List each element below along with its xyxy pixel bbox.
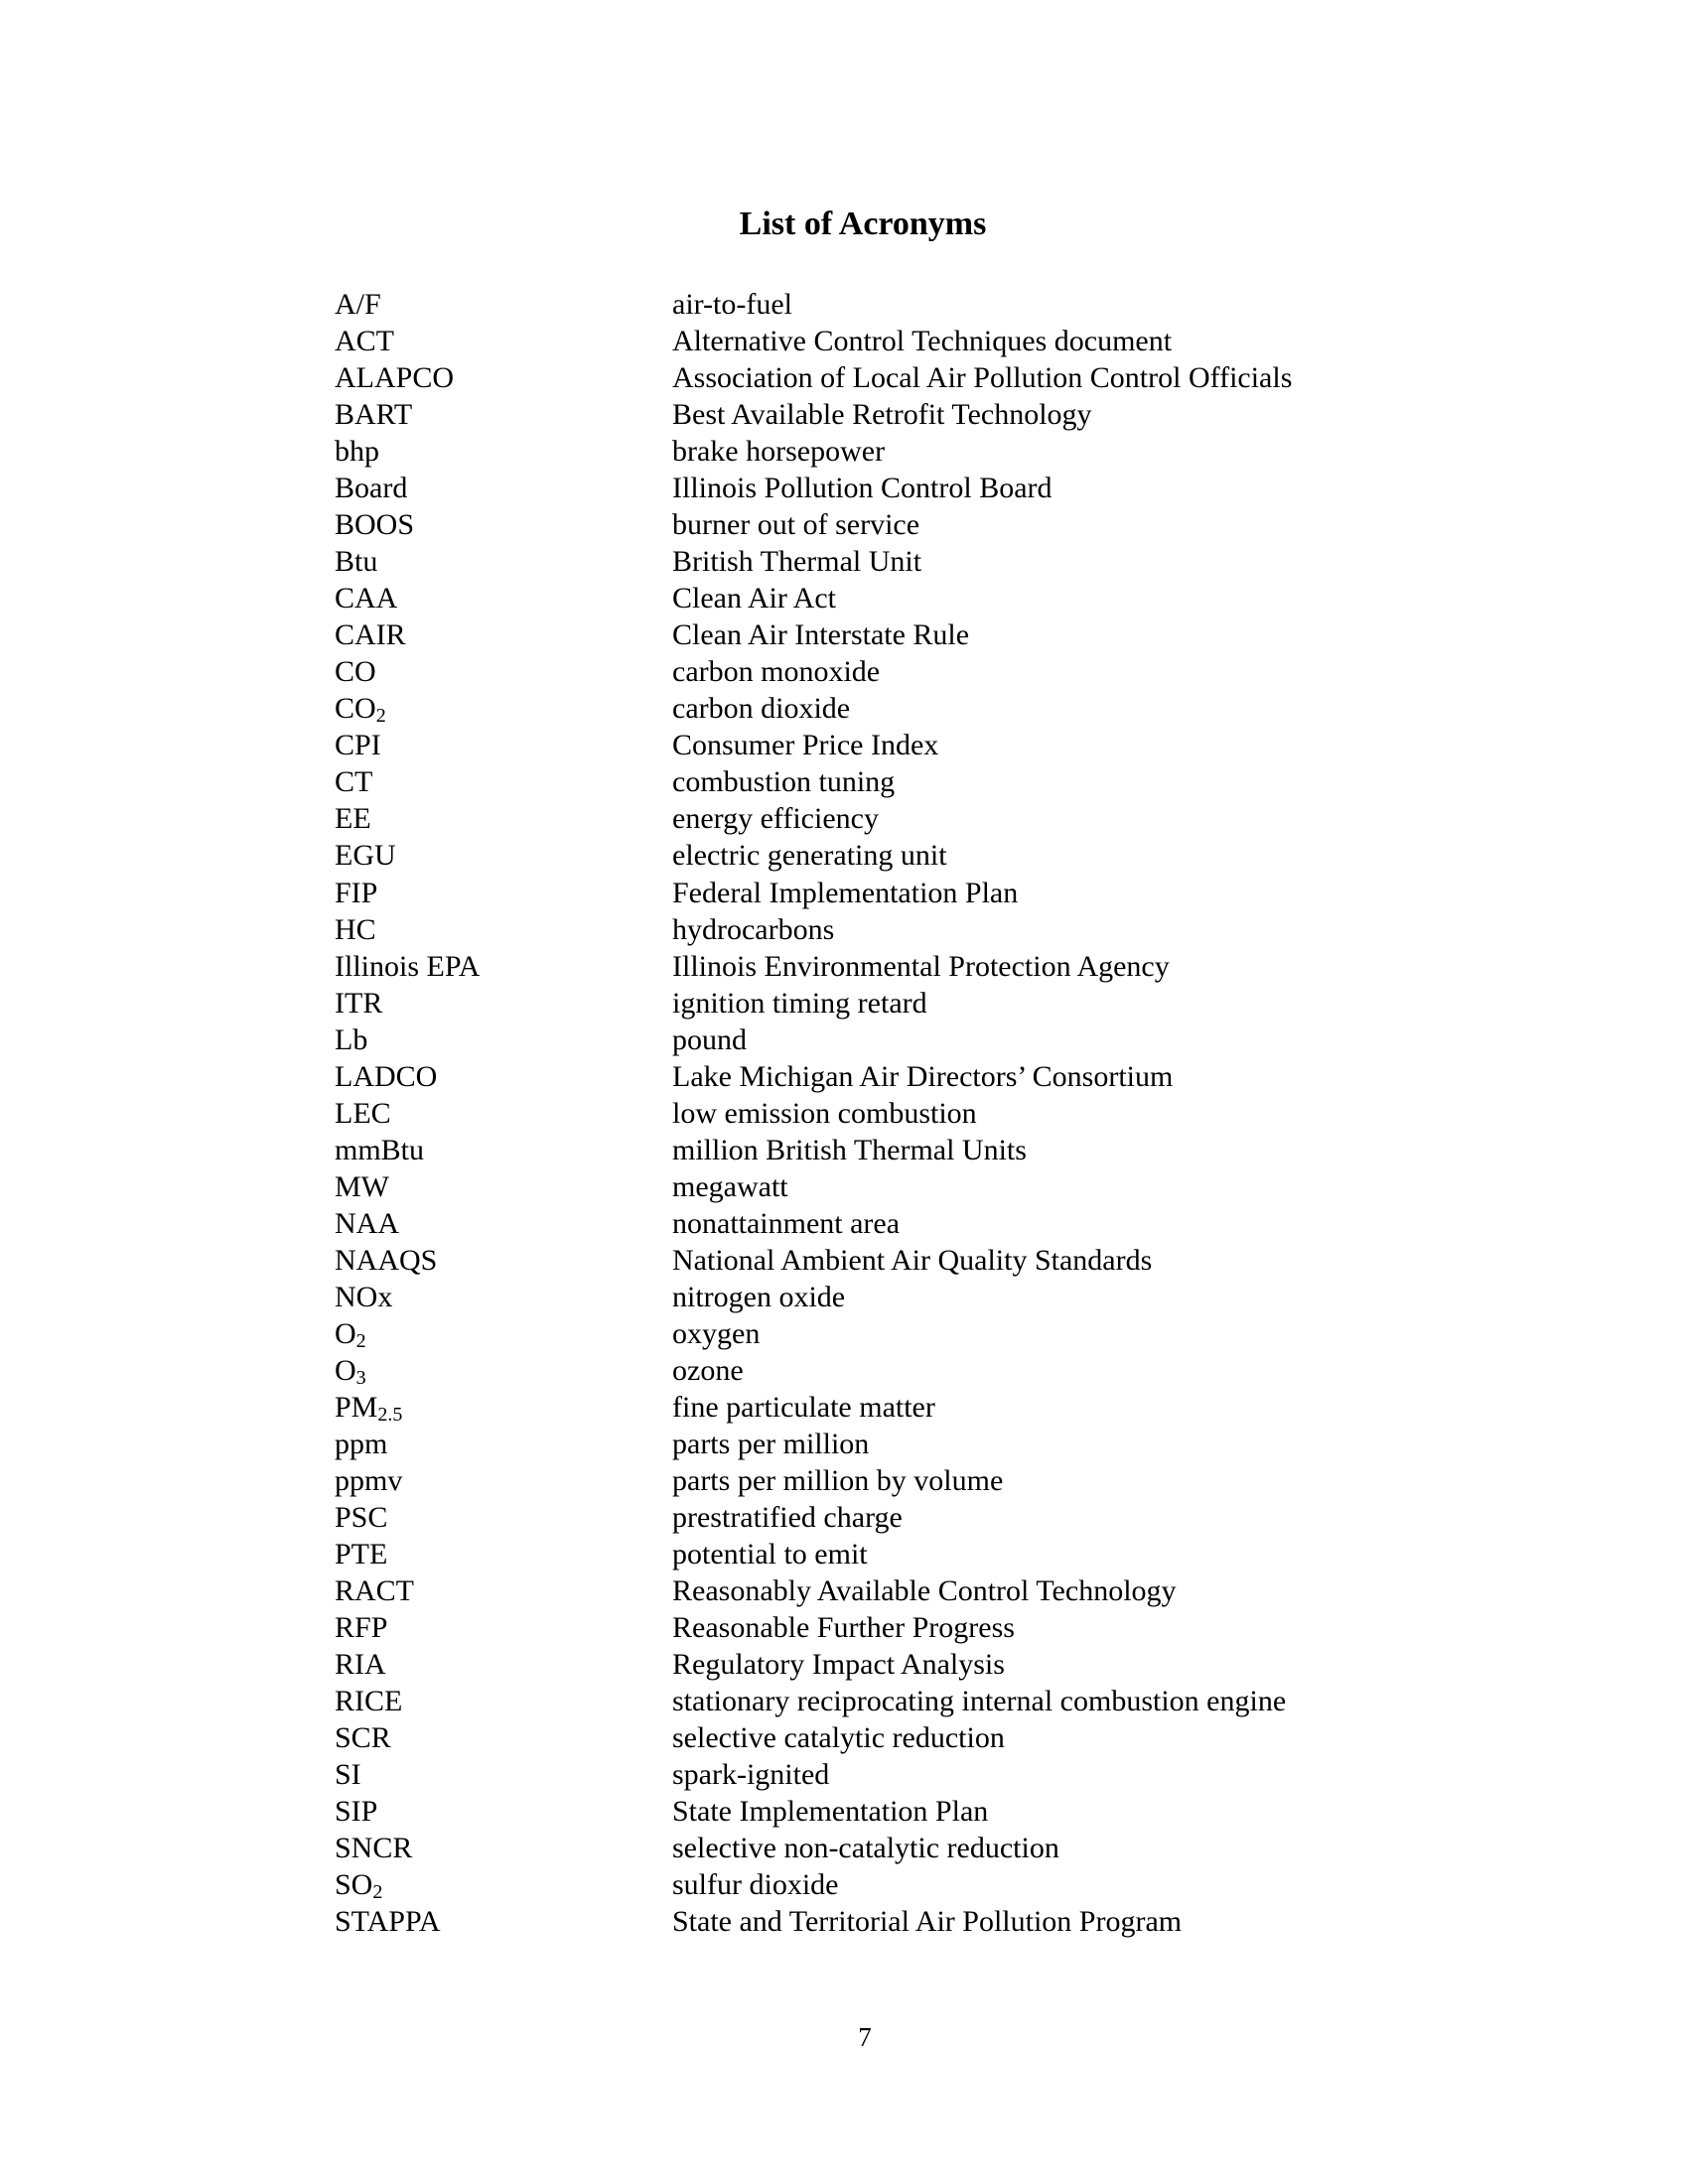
acronym-row bbox=[335, 1536, 1457, 1572]
acronym-term-text: RFP bbox=[335, 1611, 388, 1645]
acronym-definition: Illinois Pollution Control Board bbox=[672, 472, 1052, 505]
acronym-term bbox=[335, 1315, 672, 1352]
acronym-definition: ignition timing retard bbox=[672, 986, 927, 1020]
acronym-term bbox=[335, 653, 672, 690]
acronym-definition: State Implementation Plan bbox=[672, 1795, 989, 1829]
acronym-definition: nonattainment area bbox=[672, 1206, 901, 1240]
acronym-term-text: PSC bbox=[335, 1501, 388, 1535]
acronym-row bbox=[335, 727, 1457, 763]
acronym-term-text: mmBtu bbox=[335, 1133, 425, 1166]
acronym-term-text: A/F bbox=[335, 288, 381, 321]
acronym-term bbox=[335, 948, 672, 985]
acronym-term bbox=[335, 1903, 672, 1940]
acronym-term-subscript: 2.5 bbox=[377, 1403, 403, 1426]
acronym-definition: prestratified charge bbox=[672, 1501, 903, 1535]
acronym-term bbox=[335, 1499, 672, 1536]
acronym-row bbox=[335, 653, 1457, 690]
acronym-term bbox=[335, 837, 672, 874]
acronym-term-text: CPI bbox=[335, 729, 381, 762]
acronym-row bbox=[335, 1058, 1457, 1095]
acronym-term bbox=[335, 1205, 672, 1242]
acronym-term-text: ACT bbox=[335, 325, 394, 358]
acronym-definition: carbon monoxide bbox=[672, 655, 881, 689]
acronym-term bbox=[335, 1058, 672, 1095]
acronym-term-text: O bbox=[335, 1316, 356, 1350]
acronym-term bbox=[335, 1095, 672, 1132]
acronym-term bbox=[335, 1352, 672, 1389]
acronym-definition: selective catalytic reduction bbox=[672, 1721, 1005, 1755]
acronym-term-text: ppmv bbox=[335, 1464, 403, 1497]
acronym-term bbox=[335, 1866, 672, 1903]
acronym-definition: energy efficiency bbox=[672, 802, 879, 836]
acronym-term bbox=[335, 1572, 672, 1609]
acronym-definition: Clean Air Interstate Rule bbox=[672, 618, 970, 652]
acronym-term bbox=[335, 359, 672, 396]
acronym-term-text: Lb bbox=[335, 1023, 368, 1056]
acronym-definition: Consumer Price Index bbox=[672, 729, 939, 762]
acronym-term bbox=[335, 580, 672, 616]
acronym-row bbox=[335, 1793, 1457, 1830]
acronym-term-text: ITR bbox=[335, 986, 383, 1020]
acronym-definition: Clean Air Act bbox=[672, 582, 836, 615]
acronym-term-text: RACT bbox=[335, 1574, 415, 1608]
acronym-term-text: PTE bbox=[335, 1538, 388, 1571]
acronym-term-text: SO bbox=[335, 1868, 373, 1902]
acronym-row bbox=[335, 286, 1457, 323]
acronym-row bbox=[335, 396, 1457, 433]
acronym-definition: potential to emit bbox=[672, 1538, 868, 1571]
acronym-term bbox=[335, 800, 672, 837]
acronym-term bbox=[335, 1609, 672, 1646]
acronym-definition: State and Territorial Air Pollution Program bbox=[672, 1905, 1183, 1939]
acronym-row bbox=[335, 323, 1457, 359]
acronym-term bbox=[335, 1756, 672, 1793]
acronym-term-subscript: 2 bbox=[375, 705, 386, 728]
acronym-term-text: Btu bbox=[335, 545, 378, 579]
acronym-row bbox=[335, 800, 1457, 837]
acronym-row bbox=[335, 1022, 1457, 1058]
acronym-row bbox=[335, 1830, 1457, 1866]
acronym-term-text: O bbox=[335, 1353, 356, 1387]
acronym-definition: megawatt bbox=[672, 1169, 788, 1203]
acronym-row bbox=[335, 470, 1457, 506]
acronym-definition: fine particulate matter bbox=[672, 1390, 935, 1424]
acronym-row bbox=[335, 1095, 1457, 1132]
acronym-definition: brake horsepower bbox=[672, 435, 886, 469]
acronym-term-text: LEC bbox=[335, 1096, 391, 1130]
acronym-term-text: RICE bbox=[335, 1685, 403, 1718]
acronym-definition: parts per million bbox=[672, 1427, 870, 1460]
acronym-row bbox=[335, 763, 1457, 800]
acronym-row bbox=[335, 1683, 1457, 1719]
acronym-term-text: NAA bbox=[335, 1206, 399, 1240]
acronym-definition: Reasonably Available Control Technology bbox=[672, 1574, 1177, 1608]
acronym-term bbox=[335, 1719, 672, 1756]
acronym-term-text: HC bbox=[335, 912, 376, 946]
acronym-definition: Regulatory Impact Analysis bbox=[672, 1648, 1005, 1682]
acronym-term bbox=[335, 690, 672, 727]
acronym-term bbox=[335, 911, 672, 948]
acronym-term-text: NOx bbox=[335, 1280, 393, 1313]
acronym-definition: parts per million by volume bbox=[672, 1464, 1004, 1497]
acronym-term bbox=[335, 1132, 672, 1168]
acronym-term-text: ppm bbox=[335, 1427, 388, 1460]
acronym-definition: air-to-fuel bbox=[672, 288, 792, 321]
acronym-definition: British Thermal Unit bbox=[672, 545, 922, 579]
acronym-term bbox=[335, 1242, 672, 1279]
acronym-term bbox=[335, 1536, 672, 1572]
acronym-term-text: BART bbox=[335, 398, 413, 432]
acronym-term bbox=[335, 1168, 672, 1205]
acronym-row bbox=[335, 1499, 1457, 1536]
acronym-definition: National Ambient Air Quality Standards bbox=[672, 1243, 1153, 1277]
acronym-term-text: Illinois EPA bbox=[335, 949, 481, 983]
acronym-term bbox=[335, 875, 672, 911]
acronym-term-text: EE bbox=[335, 802, 371, 836]
acronym-row bbox=[335, 1352, 1457, 1389]
acronym-term bbox=[335, 286, 672, 323]
acronym-term bbox=[335, 1793, 672, 1830]
acronym-row bbox=[335, 616, 1457, 653]
acronym-row bbox=[335, 911, 1457, 948]
acronym-term bbox=[335, 616, 672, 653]
acronym-row bbox=[335, 1242, 1457, 1279]
acronym-term-text: FIP bbox=[335, 876, 378, 909]
acronym-definition: Reasonable Further Progress bbox=[672, 1611, 1015, 1645]
acronym-term-text: bhp bbox=[335, 435, 379, 469]
acronym-term bbox=[335, 396, 672, 433]
acronym-definition: electric generating unit bbox=[672, 839, 947, 873]
acronym-term bbox=[335, 1683, 672, 1719]
acronym-row bbox=[335, 543, 1457, 580]
acronym-definition: Lake Michigan Air Directors’ Consortium bbox=[672, 1059, 1174, 1093]
acronym-term bbox=[335, 1830, 672, 1866]
acronym-term-text: STAPPA bbox=[335, 1905, 441, 1939]
acronym-definition: spark-ignited bbox=[672, 1758, 830, 1792]
acronym-term bbox=[335, 1462, 672, 1499]
acronym-row bbox=[335, 1646, 1457, 1683]
acronym-term-text: CO bbox=[335, 692, 376, 726]
acronym-row bbox=[335, 580, 1457, 616]
acronym-row bbox=[335, 985, 1457, 1022]
acronym-term-text: CAA bbox=[335, 582, 398, 615]
acronym-list bbox=[335, 286, 1457, 1940]
acronym-row bbox=[335, 1756, 1457, 1793]
acronym-definition: low emission combustion bbox=[672, 1096, 977, 1130]
acronym-term bbox=[335, 1389, 672, 1426]
acronym-definition: nitrogen oxide bbox=[672, 1280, 846, 1313]
acronym-term-text: ALAPCO bbox=[335, 361, 455, 395]
acronym-row bbox=[335, 359, 1457, 396]
acronym-row bbox=[335, 1572, 1457, 1609]
acronym-definition: million British Thermal Units bbox=[672, 1133, 1027, 1166]
acronym-term-text: PM bbox=[335, 1390, 378, 1424]
acronym-term-text: LADCO bbox=[335, 1059, 438, 1093]
acronym-definition: selective non-catalytic reduction bbox=[672, 1832, 1059, 1865]
acronym-definition: stationary reciprocating internal combustion engine bbox=[672, 1685, 1287, 1718]
acronym-definition: Association of Local Air Pollution Control Officials bbox=[672, 361, 1293, 395]
acronym-definition: Alternative Control Techniques document bbox=[672, 325, 1173, 358]
acronym-definition: combustion tuning bbox=[672, 765, 896, 799]
acronym-term-text: CT bbox=[335, 765, 373, 799]
acronym-term bbox=[335, 323, 672, 359]
acronym-definition: oxygen bbox=[672, 1316, 761, 1350]
acronym-definition: hydrocarbons bbox=[672, 912, 835, 946]
acronym-row bbox=[335, 1279, 1457, 1315]
acronym-row bbox=[335, 1719, 1457, 1756]
acronym-row bbox=[335, 875, 1457, 911]
acronym-row bbox=[335, 1866, 1457, 1903]
acronym-term bbox=[335, 727, 672, 763]
acronym-term-text: RIA bbox=[335, 1648, 386, 1682]
acronym-row bbox=[335, 690, 1457, 727]
acronym-row bbox=[335, 1462, 1457, 1499]
acronym-row bbox=[335, 506, 1457, 543]
acronym-definition: Federal Implementation Plan bbox=[672, 876, 1019, 909]
acronym-term-subscript: 3 bbox=[355, 1366, 366, 1389]
acronym-term-subscript: 2 bbox=[355, 1329, 366, 1352]
acronym-term bbox=[335, 985, 672, 1022]
acronym-term bbox=[335, 470, 672, 506]
acronym-term bbox=[335, 1426, 672, 1462]
acronym-definition: Illinois Environmental Protection Agency bbox=[672, 949, 1170, 983]
acronym-term bbox=[335, 506, 672, 543]
acronym-term-text: Board bbox=[335, 472, 408, 505]
acronym-term bbox=[335, 543, 672, 580]
acronym-definition: ozone bbox=[672, 1353, 744, 1387]
acronym-row bbox=[335, 1315, 1457, 1352]
acronym-row bbox=[335, 1426, 1457, 1462]
acronym-term-text: SI bbox=[335, 1758, 361, 1792]
acronym-term bbox=[335, 1279, 672, 1315]
acronym-term-text: EGU bbox=[335, 839, 396, 873]
acronym-term bbox=[335, 1022, 672, 1058]
acronym-definition: carbon dioxide bbox=[672, 692, 851, 726]
acronym-row bbox=[335, 948, 1457, 985]
acronym-term-text: SNCR bbox=[335, 1832, 413, 1865]
page-number: 7 bbox=[858, 2022, 872, 2052]
acronym-term bbox=[335, 433, 672, 470]
acronym-row bbox=[335, 433, 1457, 470]
acronym-term-text: NAAQS bbox=[335, 1243, 438, 1277]
acronym-row bbox=[335, 1168, 1457, 1205]
acronym-term-text: CO bbox=[335, 655, 376, 689]
acronym-term-text: SIP bbox=[335, 1795, 378, 1829]
acronym-row bbox=[335, 1389, 1457, 1426]
acronym-row bbox=[335, 1609, 1457, 1646]
page-title: List of Acronyms bbox=[739, 205, 987, 242]
acronym-definition: pound bbox=[672, 1023, 747, 1056]
acronym-term-subscript: 2 bbox=[372, 1881, 383, 1904]
acronym-row bbox=[335, 1205, 1457, 1242]
acronym-definition: sulfur dioxide bbox=[672, 1868, 839, 1902]
acronym-definition: Best Available Retrofit Technology bbox=[672, 398, 1092, 432]
acronym-row bbox=[335, 837, 1457, 874]
acronym-term-text: CAIR bbox=[335, 618, 406, 652]
acronym-term-text: BOOS bbox=[335, 508, 415, 542]
acronym-row bbox=[335, 1903, 1457, 1940]
acronym-term bbox=[335, 1646, 672, 1683]
acronym-row bbox=[335, 1132, 1457, 1168]
acronym-term-text: MW bbox=[335, 1169, 389, 1203]
acronym-definition: burner out of service bbox=[672, 508, 920, 542]
acronym-term bbox=[335, 763, 672, 800]
acronym-term-text: SCR bbox=[335, 1721, 391, 1755]
